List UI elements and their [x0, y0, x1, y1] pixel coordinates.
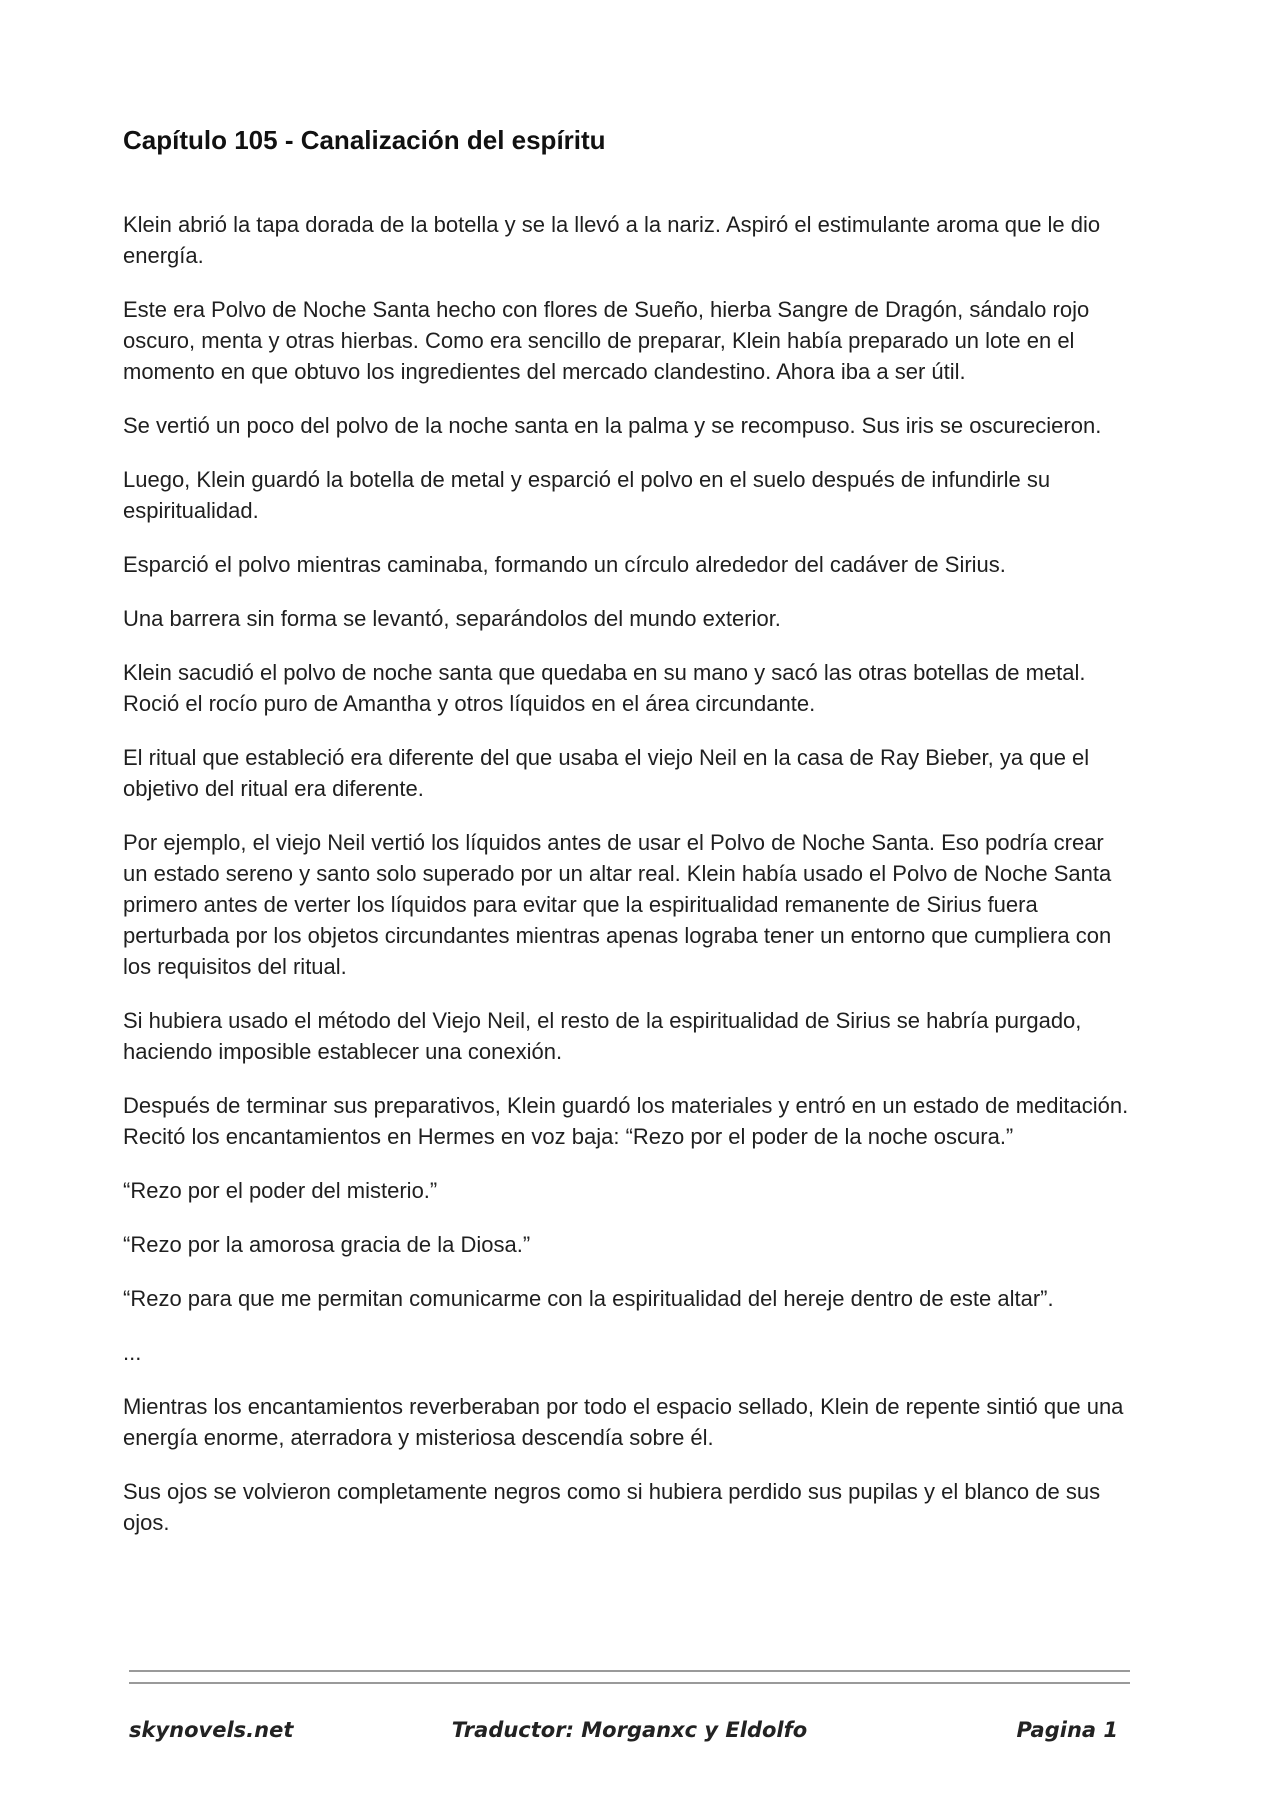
chapter-title: Capítulo 105 - Canalización del espíritu	[123, 125, 606, 155]
paragraph: “Rezo para que me permitan comunicarme con la espiritualidad del hereje dentro de este altar”.	[123, 1286, 1054, 1311]
footer-page-number: Pagina 1	[1016, 1718, 1118, 1742]
paragraph: “Rezo por la amorosa gracia de la Diosa.”	[123, 1232, 531, 1257]
paragraph: ...	[123, 1340, 142, 1365]
page-footer	[129, 1712, 1130, 1748]
paragraph: Después de terminar sus preparativos, Klein guardó los materiales y entró en un estado de meditación. Recitó los encantamientos en Hermes en voz baja: “Rezo por el poder de la noche oscura.”	[123, 1093, 1129, 1149]
paragraph: Este era Polvo de Noche Santa hecho con flores de Sueño, hierba Sangre de Dragón, sándalo rojo oscuro, menta y otras hierbas. Como era sencillo de preparar, Klein había preparado un lote en el momento en que obtuvo los ingredientes del mercado clandestino. Ahora iba a ser útil.	[123, 297, 1090, 384]
chapter-body	[123, 209, 1133, 1561]
paragraph: Una barrera sin forma se levantó, separándolos del mundo exterior.	[123, 606, 781, 631]
footer-translator: Traductor: Morganxc y Eldolfo	[451, 1718, 808, 1742]
footer-divider-top	[129, 1670, 1130, 1672]
paragraph: Klein sacudió el polvo de noche santa que quedaba en su mano y sacó las otras botellas de metal. Roció el rocío puro de Amantha y otros líquidos en el área circundante.	[123, 660, 1086, 716]
paragraph: Mientras los encantamientos reverberaban por todo el espacio sellado, Klein de repente sintió que una energía enorme, aterradora y misteriosa descendía sobre él.	[123, 1394, 1124, 1450]
paragraph: Por ejemplo, el viejo Neil vertió los líquidos antes de usar el Polvo de Noche Santa. Eso podría crear un estado sereno y santo solo superado por un altar real. Klein había usado el Polvo de Noche Santa primero antes de verter los líquidos para evitar que la espiritualidad remanente de Sirius fuera perturbada por los objetos circundantes mientras apenas lograba tener un entorno que cumpliera con los requisitos del ritual.	[123, 830, 1112, 979]
paragraph: El ritual que estableció era diferente del que usaba el viejo Neil en la casa de Ray Bieber, ya que el objetivo del ritual era diferente.	[123, 745, 1090, 801]
footer-site: skynovels.net	[129, 1718, 294, 1742]
paragraph: Sus ojos se volvieron completamente negros como si hubiera perdido sus pupilas y el blanco de sus ojos.	[123, 1479, 1101, 1535]
footer-divider-bottom	[129, 1682, 1130, 1684]
paragraph: Esparció el polvo mientras caminaba, formando un círculo alrededor del cadáver de Sirius.	[123, 552, 1006, 577]
paragraph: Se vertió un poco del polvo de la noche santa en la palma y se recompuso. Sus iris se oscurecieron.	[123, 413, 1102, 438]
paragraph: “Rezo por el poder del misterio.”	[123, 1178, 438, 1203]
paragraph: Luego, Klein guardó la botella de metal y esparció el polvo en el suelo después de infundirle su espiritualidad.	[123, 467, 1051, 523]
paragraph: Klein abrió la tapa dorada de la botella y se la llevó a la nariz. Aspiró el estimulante aroma que le dio energía.	[123, 212, 1101, 268]
paragraph: Si hubiera usado el método del Viejo Neil, el resto de la espiritualidad de Sirius se habría purgado, haciendo imposible establecer una conexión.	[123, 1008, 1082, 1064]
